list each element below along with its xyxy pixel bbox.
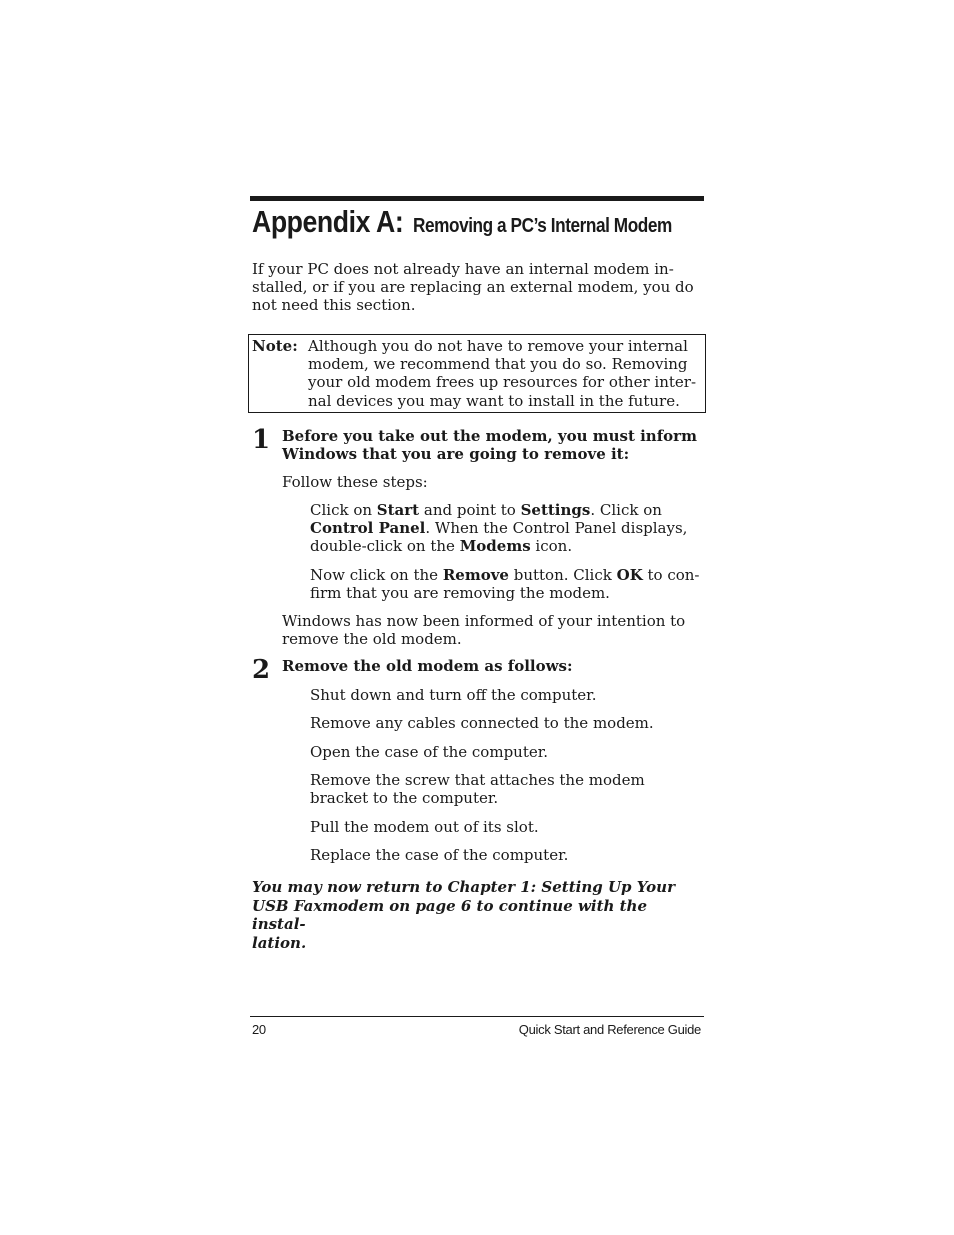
step-2-item (310, 771, 645, 807)
start-term: Start (376, 501, 420, 519)
control-panel-term: Control Panel (310, 519, 426, 538)
item-line: double-click on the Modems icon. (310, 537, 573, 556)
closing-instruction (252, 878, 704, 952)
item-line: firm that you are removing the modem. (310, 584, 610, 603)
note-line: Although you do not have to remove your internal (308, 337, 688, 355)
ok-term: OK (616, 566, 643, 584)
step-2-item: Shut down and turn off the computer. (310, 686, 597, 704)
note-text (308, 337, 700, 410)
step-1-heading-line: Windows that you are going to remove it: (282, 445, 630, 464)
conclusion-line: remove the old modem. (282, 630, 462, 649)
step-2-item: Remove any cables connected to the modem. (310, 714, 654, 732)
item-line: Control Panel. When the Control Panel displays, (310, 519, 688, 538)
modems-term: Modems (459, 537, 531, 556)
note-box (248, 334, 706, 413)
closing-line: USB Faxmodem on page 6 to continue with the instal- (252, 896, 648, 934)
note-line: modem, we recommend that you do so. Removing (308, 355, 688, 374)
note-line: your old modem frees up resources for other inter- (308, 373, 697, 392)
step-1-conclusion (282, 612, 702, 648)
step-1-number: 1 (252, 425, 271, 455)
step-2-number: 2 (252, 655, 271, 685)
conclusion-line: Windows has now been informed of your intention to (282, 612, 686, 630)
step-1-heading-line: Before you take out the modem, you must inform (282, 427, 697, 445)
step-1-heading (282, 427, 702, 463)
note-label: Note: (252, 337, 298, 355)
remove-term: Remove (442, 566, 509, 584)
guide-title: Quick Start and Reference Guide (518, 1022, 701, 1037)
step-2-item: Pull the modem out of its slot. (310, 818, 539, 836)
note-line: nal devices you may want to install in the future. (308, 391, 680, 410)
follow-steps-text: Follow these steps: (282, 473, 428, 491)
closing-line: lation. (252, 933, 307, 952)
page-number: 20 (252, 1022, 266, 1037)
step-2-item: Replace the case of the computer. (310, 846, 569, 864)
appendix-subtitle: Removing a PC’s Internal Modem (412, 215, 672, 237)
appendix-label: Appendix A: (252, 204, 404, 239)
step-2-item: Open the case of the computer. (310, 743, 549, 761)
intro-paragraph (252, 260, 702, 315)
footer-rule (250, 1016, 704, 1017)
page-title (252, 204, 714, 240)
item-line: Remove the screw that attaches the modem (310, 771, 645, 789)
top-rule (250, 196, 704, 201)
closing-line: You may now return to Chapter 1: Setting Up Your (252, 878, 675, 896)
intro-line: If your PC does not already have an internal modem in- (252, 260, 674, 278)
step-1-item-remove (310, 566, 702, 602)
item-line: Now click on the Remove button. Click OK to con- (310, 566, 700, 584)
step-2-heading: Remove the old modem as follows: (282, 657, 573, 675)
settings-term: Settings (520, 501, 591, 519)
intro-line: stalled, or if you are replacing an external modem, you do (252, 278, 694, 297)
intro-line: not need this section. (252, 296, 416, 315)
item-line: Click on Start and point to Settings. Click on (310, 501, 662, 519)
item-line: bracket to the computer. (310, 789, 499, 808)
step-1-item-control-panel (310, 501, 702, 556)
